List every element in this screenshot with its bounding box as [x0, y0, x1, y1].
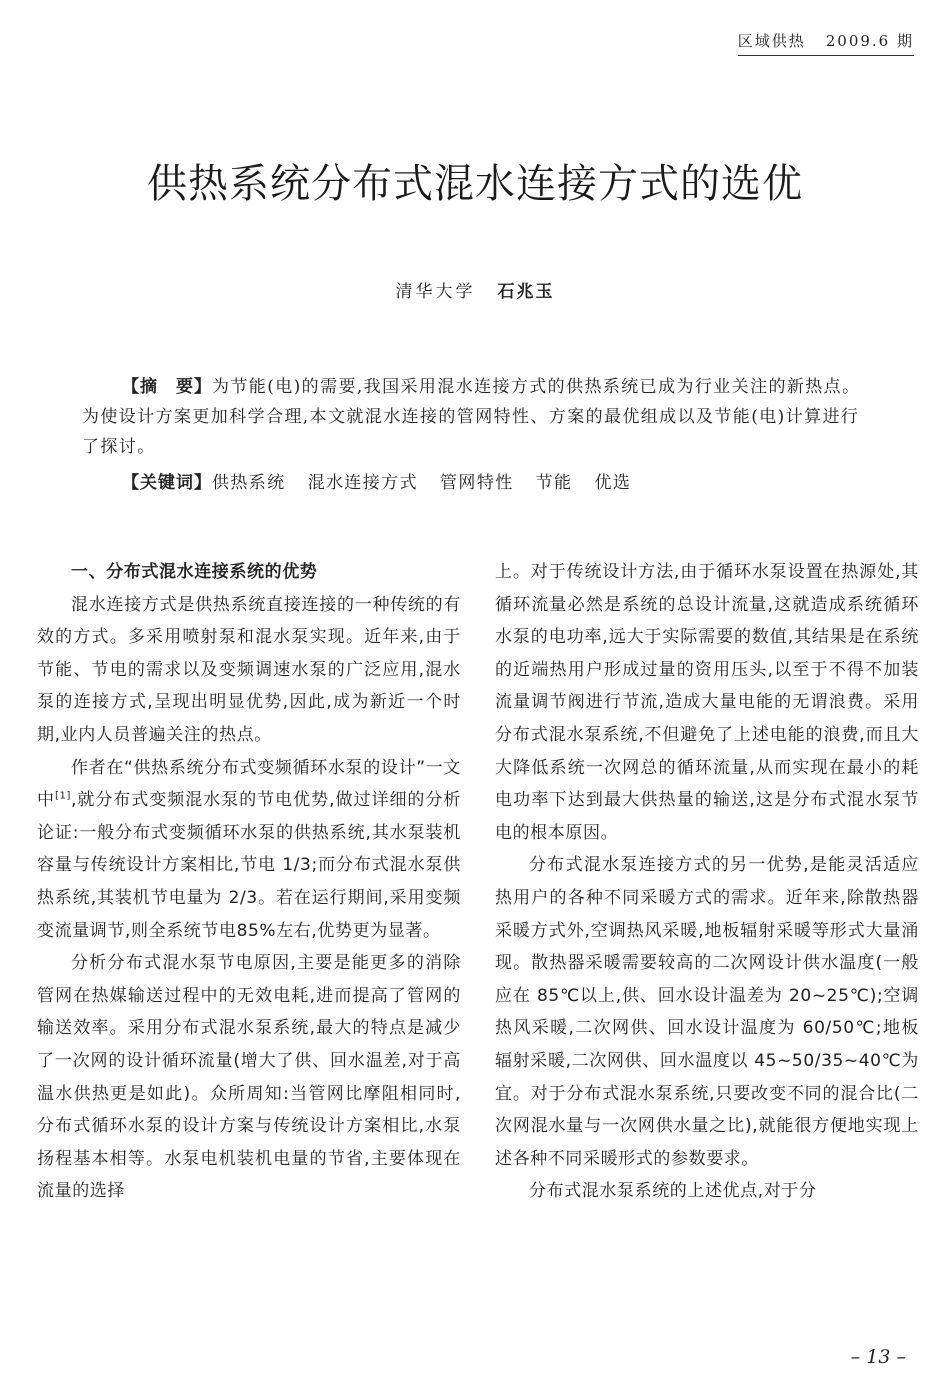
paragraph: 分析分布式混水泵节电原因,主要是能更多的消除管网在热媒输送过程中的无效电耗,进而提高了管网的输送效率。采用分布式混水泵系统,最大的特点是减少了一次网的设计循环流量(增大了供、回水温差,对于高温水供热更是如此)。众所周知:当管网比摩阻相同时,分布式循环水泵的设计方案与传统设计方案相比,水泵扬程基本相等。水泵电机装机电量的节省,主要体现在流量的选择	[37, 953, 461, 1202]
paragraph-continued: 上。对于传统设计方法,由于循环水泵设置在热源处,其循环流量必然是系统的总设计流量,这就造成系统循环水泵的电功率,远大于实际需要的数值,其结果是在系统的近端热用户形成过量的资用压头,以至于不得不加装流量调节阀进行节流,造成大量电能的无谓浪费。采用分布式混水泵系统,不但避免了上述电能的浪费,而且大大降低系统一次网总的循环流量,从而实现在最小的耗电功率下达到最大供热量的输送,这是分布式混水泵节电的根本原因。	[495, 562, 919, 843]
page-number: – 13 –	[850, 1346, 906, 1368]
abstract-label: 【摘 要】	[122, 377, 212, 397]
keyword: 优选	[594, 473, 632, 493]
author-name: 石兆玉	[497, 282, 555, 302]
keywords	[122, 468, 882, 498]
abstract	[82, 372, 872, 462]
paragraph: 混水连接方式是供热系统直接连接的一种传统的有效的方式。多采用喷射泵和混水泵实现。近年来,由于节能、节电的需求以及变频调速水泵的广泛应用,混水泵的连接方式,呈现出明显优势,因此,成为新近一个时期,业内人员普遍关注的热点。	[37, 594, 461, 745]
paragraph-text: ,就分布式变频混水泵的节电优势,做过详细的分析论证:一般分布式变频循环水泵的供热系统,其水泵装机容量与传统设计方案相比,节电 1/3;而分布式混水泵供热系统,其装机节电量为 2/3。若在运行期间,采用变频变流量调节,则全系统节电85%左右,优势更为显著。	[37, 790, 461, 941]
keyword: 混水连接方式	[307, 473, 419, 493]
byline	[0, 277, 950, 302]
paragraph	[37, 752, 461, 948]
left-column	[37, 556, 461, 1208]
abstract-text: 为节能(电)的需要,我国采用混水连接方式的供热系统已成为行业关注的新热点。为使设计方案更加科学合理,本文就混水连接的管网特性、方案的最优组成以及节能(电)计算进行了探讨。	[82, 377, 861, 457]
issue-label: 2009.6 期	[825, 32, 914, 50]
journal-name: 区域供热	[737, 32, 806, 50]
paragraph: 分布式混水泵系统的上述优点,对于分	[529, 1181, 817, 1202]
right-column	[495, 556, 919, 1208]
keyword: 节能	[535, 473, 573, 493]
affiliation: 清华大学	[395, 282, 476, 302]
running-header	[738, 30, 914, 56]
keywords-label: 【关键词】	[122, 473, 212, 493]
paragraph: 分布式混水泵连接方式的另一优势,是能灵活适应热用户的各种不同采暖方式的需求。近年来,除散热器采暖方式外,空调热风采暖,地板辐射采暖等形式大量涌现。散热器采暖需要较高的二次网设计供水温度(一般应在 85℃以上,供、回水设计温差为 20~25℃);空调热风采暖,二次网供、回水设计温度为 60/50℃;地板辐射采暖,二次网供、回水温度以 45~50/35~40℃为宜。对于分布式混水泵系统,只要改变不同的混合比(二次网混水量与一次网供水量之比),就能很方便地实现上述各种不同采暖形式的参数要求。	[495, 855, 919, 1169]
keyword: 供热系统	[212, 473, 286, 493]
section-heading: 一、分布式混水连接系统的优势	[71, 562, 318, 582]
article-title: 供热系统分布式混水连接方式的选优	[147, 161, 803, 207]
citation-ref: [1]	[54, 790, 71, 802]
keyword: 管网特性	[440, 473, 514, 493]
paragraph-text: 作者在“供热系统分布式变频循环水泵的设计”一文中	[37, 757, 461, 811]
